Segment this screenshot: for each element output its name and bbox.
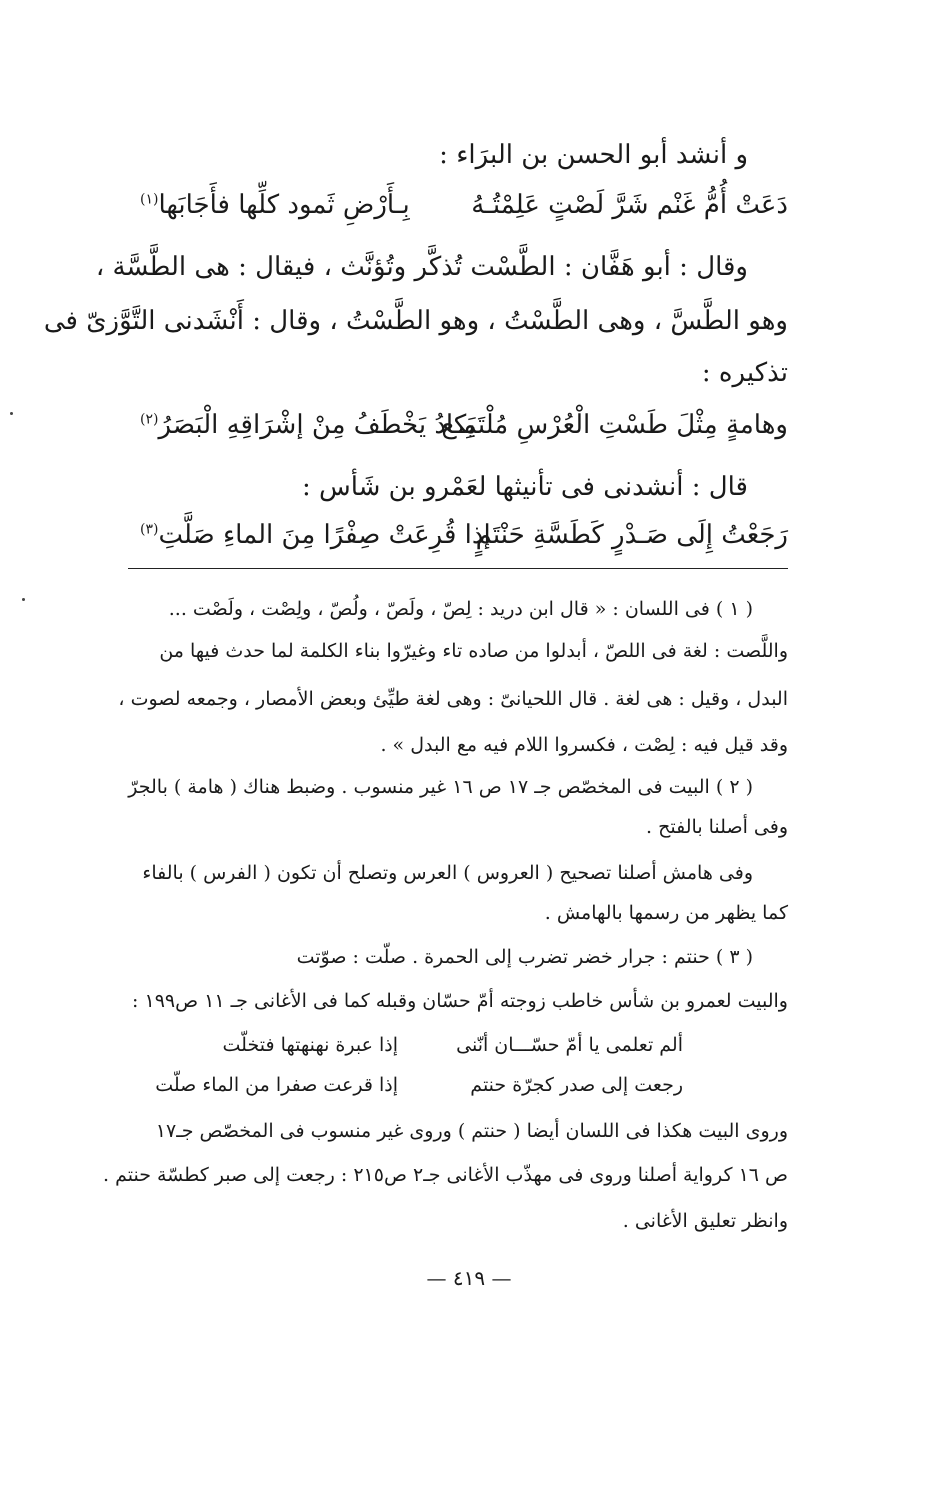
note-1-line-1: ( ١ ) فى اللسان : « قال ابن دريد : لِصّ ، ولَصّ ، ولُصّ ، ولِصْت ، ولَصْت ... (168, 598, 753, 620)
verse-3 (140, 520, 788, 560)
verse-1 (140, 190, 788, 230)
cited-verse-1-second: إذا عبرة نهنهتها فتخلّت (222, 1034, 398, 1056)
note-3-line-5: وانظر تعليق الأغانى . (622, 1210, 788, 1232)
note-3-line-4: ص ١٦ كرواية أصلنا وروى فى مهذّب الأغانى جـ٢ ص٢١٥ : رجعت إلى صبر كطسّة حنتم . (103, 1164, 788, 1186)
verse-3-first-hemistich: رَجَعْتُ إِلَى صَـدْرٍ كَطَسَّةِ حَنْتَمٍ (475, 520, 788, 550)
cited-verse-2-second: إذا قرعت صفرا من الماء صلّت (155, 1074, 398, 1096)
paragraph-1-line-1: وقال : أبو هَفَّان : الطَّسْت تُذكَّر وتُؤنَّث ، فيقال : هى الطَّسَّة ، (95, 252, 748, 282)
verse-1-first-hemistich: دَعَتْ أُمُّ غَنْم شَرَّ لَصْتٍ عَلِمْتُـهُ (471, 190, 788, 220)
scan-speck (10, 412, 13, 415)
note-1-line-4: وقد قيل فيه : لِصْت ، فكسروا اللام فيه مع البدل » . (380, 734, 788, 756)
verse-1-second-text: بِـأَرْضِ ثَمود كلِّها فأَجَابَها (158, 190, 410, 220)
footnote-divider (128, 568, 788, 569)
note-2-line-4: كما يظهر من رسمها بالهامش . (544, 902, 788, 924)
footnote-ref-1: (١) (140, 191, 159, 208)
scan-speck (22, 598, 25, 601)
cited-verse-1-first: ألم تعلمى يا أمّ حسّـــان أنّنى (456, 1034, 683, 1056)
intro-line-1: و أنشد أبو الحسن بن البرَاء : (439, 140, 748, 170)
footnote-ref-2: (٢) (140, 411, 159, 428)
note-2-line-1: ( ٢ ) البيت فى المخصّص جـ ١٧ ص ١٦ غير منسوب . وضبط هناك ( هامة ) بالجرّ (128, 776, 753, 798)
note-3-line-1: ( ٣ ) حنتم : جرار خضر تضرب إلى الحمرة . صلّت : صوّتت (296, 946, 753, 968)
note-1-line-2: واللَّصت : لغة فى اللصّ ، أبدلوا من صاده تاء وغيرّوا بناء الكلمة لما حدث فيها من (159, 640, 788, 662)
footnote-ref-3: (٣) (140, 521, 159, 538)
note-2-line-3: وفى هامش أصلنا تصحيح ( العروس ) العرس وتصلح أن تكون ( الفرس ) بالفاء (142, 862, 753, 884)
intro-line-2: قال : أنشدنى فى تأنيثها لعَمْرو بن شَأس : (301, 472, 748, 502)
verse-1-second-hemistich (140, 190, 410, 220)
verse-2-second-hemistich (140, 410, 475, 440)
paragraph-1-line-3: تذكيره : (701, 358, 788, 388)
verse-3-second-text: إذا قُرِعَتْ صِفْرًا مِنَ الماءِ صَلَّتِ (158, 520, 491, 550)
verse-3-second-hemistich (140, 520, 491, 550)
paragraph-1-line-2: وهو الطَّسَّ ، وهى الطَّسْتُ ، وهو الطَّسْتُ ، وقال : أَنْشَدنى التَّوَّزىّ فى (43, 306, 788, 336)
verse-2 (140, 410, 788, 450)
note-3-line-3: وروى البيت هكذا فى اللسان أيضا ( حنتم ) وروى غير منسوب فى المخصّص جـ١٧ (155, 1120, 788, 1142)
note-1-line-3: البدل ، وقيل : هى لغة . قال اللحيانىّ : وهى لغة طيِّئ وبعض الأمصار ، وجمعه لصوت ، (118, 688, 788, 710)
cited-verse-2-first: رجعت إلى صدر كجرّة حنتم (470, 1074, 683, 1096)
verse-2-second-text: يَكادُ يَخْطَفُ مِنْ إشْرَاقِهِ الْبَصَرُ (158, 410, 476, 440)
verse-2-first-hemistich: وهامةٍ مِثْلَ طَسْتِ الْعُرْسِ مُلْتَمِـع (441, 410, 788, 440)
page-number: — ٤١٩ — (426, 1266, 512, 1290)
note-2-line-2: وفى أصلنا بالفتح . (646, 816, 788, 838)
note-3-line-2: والبيت لعمرو بن شأس خاطب زوجته أمّ حسّان وقبله كما فى الأغانى جـ ١١ ص١٩٩ : (132, 990, 788, 1012)
